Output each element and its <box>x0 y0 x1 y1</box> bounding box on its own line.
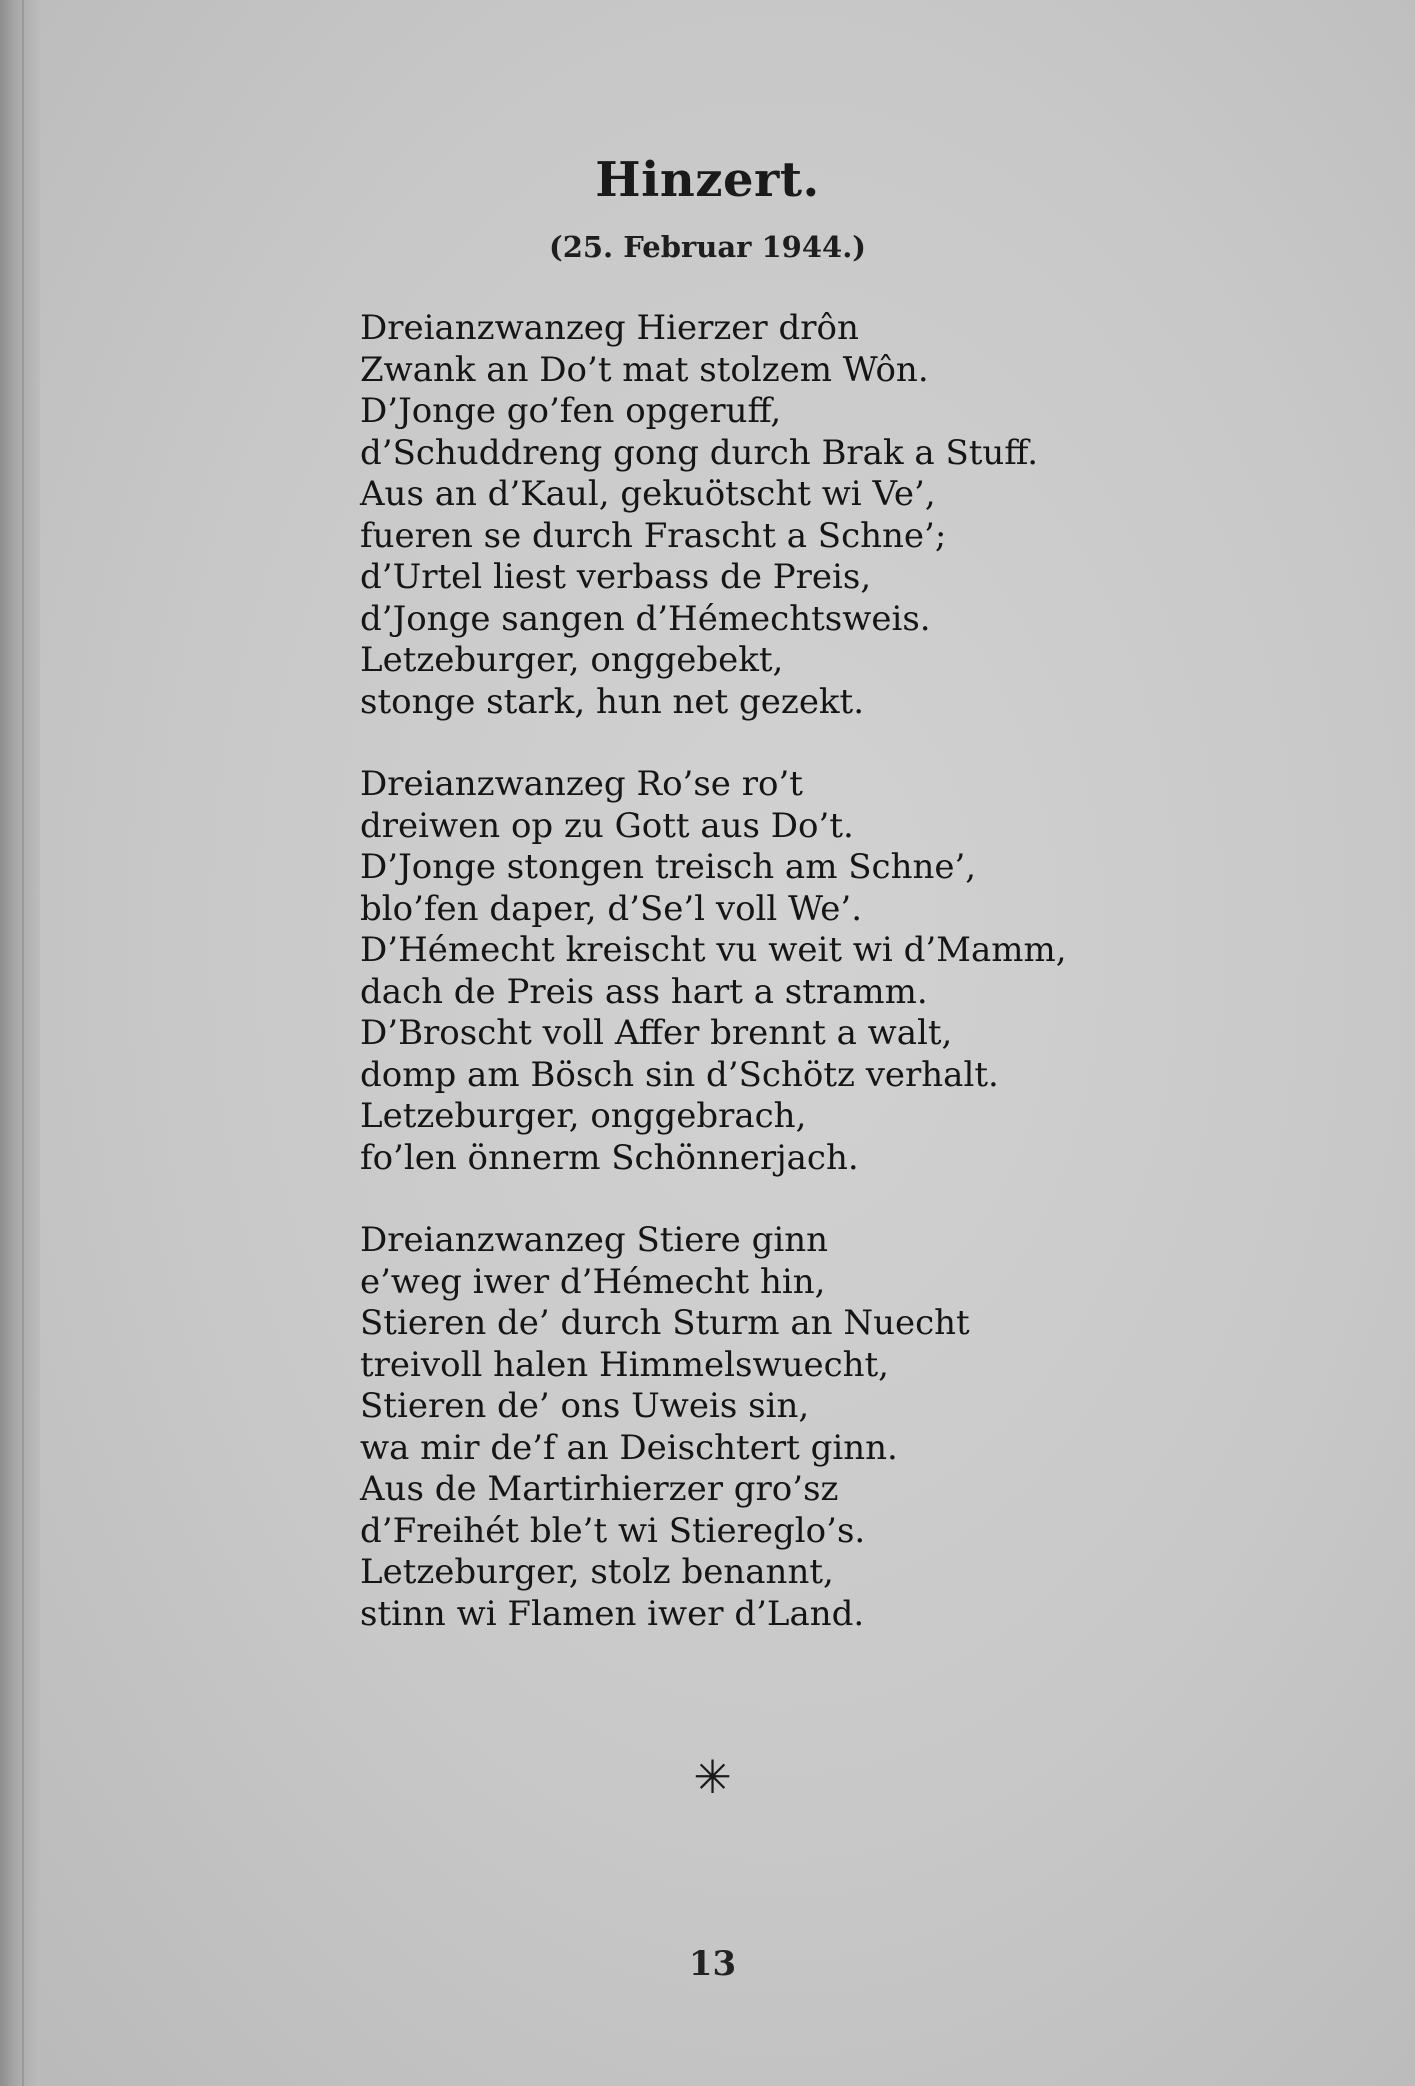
verse-line: d’Schuddreng gong durch Brak a Stuff. <box>360 432 1039 473</box>
verse-line: dach de Preis ass hart a stramm. <box>360 971 928 1012</box>
verse-line: dreiwen op zu Gott aus Do’t. <box>360 805 854 846</box>
stanza-3 <box>360 1220 1260 1635</box>
verse-line: fueren se durch Frascht a Schne’; <box>360 515 947 556</box>
verse-line: blo’fen daper, d’Se’l voll We’. <box>360 888 862 929</box>
verse-line: D’Broscht voll Affer brennt a walt, <box>360 1013 953 1053</box>
verse-line: D’Jonge go’fen opgeruff, <box>360 391 782 431</box>
verse-line: Zwank an Do’t mat stolzem Wôn. <box>360 349 929 390</box>
verse-line: domp am Bösch sin d’Schötz verhalt. <box>360 1054 999 1095</box>
verse-line: d’Jonge sangen d’Hémechtsweis. <box>360 598 931 639</box>
verse-line: Stieren de’ ons Uweis sin, <box>360 1386 810 1426</box>
verse-line: d’Freihét ble’t wi Stiereglo’s. <box>360 1510 866 1551</box>
verse-line: Stieren de’ durch Sturm an Nuecht <box>360 1303 970 1343</box>
verse-line: Letzeburger, stolz benannt, <box>360 1552 834 1592</box>
verse-line: e’weg iwer d’Hémecht hin, <box>360 1261 826 1302</box>
verse-line: wa mir de’f an Deischtert ginn. <box>360 1427 898 1468</box>
asterisk-ornament-icon: ✳ <box>693 1750 732 1804</box>
verse-line: fo’len önnerm Schönnerjach. <box>360 1137 859 1178</box>
verse-line: Letzeburger, onggebrach, <box>360 1096 807 1136</box>
stanza-2 <box>360 764 1260 1179</box>
poem-body <box>360 308 1260 1676</box>
verse-line: Dreianzwanzeg Ro’se ro’t <box>360 764 803 804</box>
verse-line: d’Urtel liest verbass de Preis, <box>360 557 872 597</box>
verse-line: treivoll halen Himmelswuecht, <box>360 1344 889 1385</box>
poem-date: (25. Februar 1944.) <box>548 230 867 264</box>
stanza-1 <box>360 308 1260 723</box>
verse-line: Aus de Martirhierzer gro’sz <box>360 1469 839 1509</box>
verse-line: stinn wi Flamen iwer d’Land. <box>360 1593 865 1634</box>
verse-line: D’Hémecht kreischt vu weit wi d’Mamm, <box>360 930 1067 970</box>
verse-line: stonge stark, hun net gezekt. <box>360 681 865 722</box>
page-number: 13 <box>688 1944 737 1984</box>
verse-line: Letzeburger, onggebekt, <box>360 640 784 680</box>
verse-line: Aus an d’Kaul, gekuötscht wi Ve’, <box>360 474 936 514</box>
verse-line: Dreianzwanzeg Hierzer drôn <box>360 308 859 348</box>
verse-line: Dreianzwanzeg Stiere ginn <box>360 1220 829 1260</box>
poem-title: Hinzert. <box>595 152 820 208</box>
verse-line: D’Jonge stongen treisch am Schne’, <box>360 847 977 887</box>
